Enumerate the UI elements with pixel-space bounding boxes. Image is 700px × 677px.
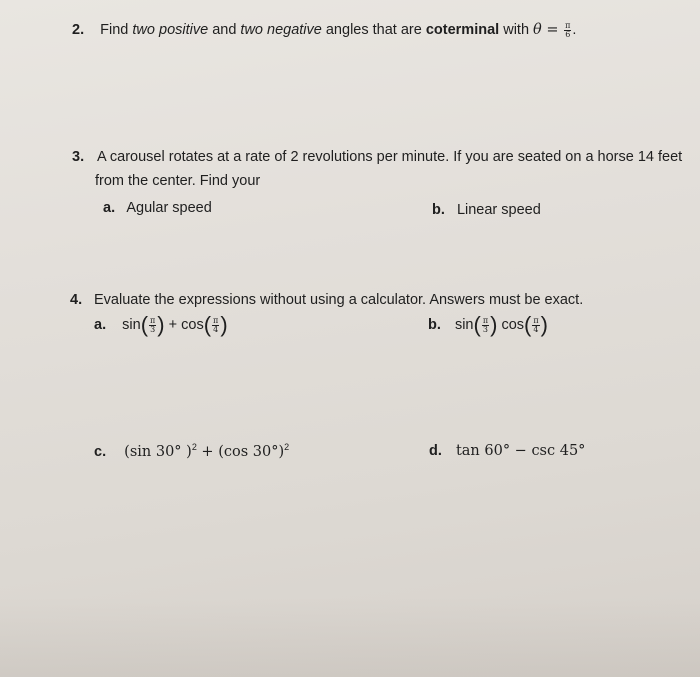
- question-2-text-a: Find: [100, 22, 133, 38]
- fraction-numerator: π: [213, 315, 219, 325]
- question-2: [72, 21, 576, 39]
- fraction-numerator: π: [482, 315, 489, 325]
- close-paren: ): [490, 312, 498, 337]
- question-4c-label: c.: [94, 444, 107, 460]
- question-3-line-1: A carousel rotates at a rate of 2 revolutions per minute. If you are seated on a horse 14 feet: [97, 149, 683, 165]
- question-3a: [103, 199, 212, 217]
- question-2-text-e: angles that are: [321, 22, 426, 38]
- fraction-numerator: π: [150, 315, 156, 325]
- fraction-numerator: π: [533, 315, 539, 325]
- fraction-pi-over-3: [482, 317, 489, 334]
- question-4b: [428, 312, 548, 337]
- fraction-denominator: 3: [150, 324, 156, 334]
- question-4c: [94, 443, 289, 461]
- question-3-line-2: from the center. Find your: [95, 173, 261, 189]
- question-4b-label: b.: [428, 317, 441, 333]
- question-4d-expr: tan 60° − csc 45°: [455, 443, 586, 459]
- open-paren: (: [524, 312, 532, 337]
- question-4-number: 4.: [70, 292, 83, 308]
- question-2-text-c: and: [208, 22, 241, 38]
- question-2-emph-negative: two negative: [240, 22, 322, 38]
- question-2-text-g: with: [499, 22, 534, 38]
- question-2-theta: θ =: [533, 22, 564, 38]
- fraction-denominator: 6: [565, 29, 571, 39]
- question-4b-sin: sin: [454, 317, 474, 333]
- fraction-denominator: 3: [482, 324, 488, 334]
- question-2-fraction: [564, 22, 571, 39]
- question-4d-label: d.: [429, 443, 442, 459]
- question-4a-label: a.: [94, 317, 107, 333]
- question-3a-text: Agular speed: [126, 200, 212, 216]
- question-4b-cos: cos: [497, 317, 525, 333]
- question-4c-square-2: 2: [284, 442, 290, 452]
- close-paren: ): [220, 312, 228, 337]
- question-4a: [94, 312, 228, 337]
- fraction-numerator: π: [565, 20, 571, 30]
- question-2-emph-coterminal: coterminal: [425, 22, 500, 38]
- fraction-denominator: 4: [533, 324, 539, 334]
- open-paren: (: [473, 312, 481, 337]
- question-3b: [432, 201, 541, 219]
- close-paren: ): [157, 312, 165, 337]
- fraction-denominator: 4: [213, 324, 219, 334]
- question-4c-plus: + (cos 30°): [196, 444, 285, 460]
- fraction-pi-over-3: [149, 317, 156, 334]
- fraction-pi-over-4: [212, 317, 219, 334]
- question-3b-label: b.: [432, 202, 445, 218]
- close-paren: ): [540, 312, 548, 337]
- question-4c-expr: (sin 30° ): [124, 444, 192, 460]
- question-2-number: 2.: [72, 22, 85, 38]
- question-2-emph-positive: two positive: [132, 22, 209, 38]
- question-3a-label: a.: [103, 200, 116, 216]
- open-paren: (: [140, 312, 149, 337]
- question-4a-sin: sin: [122, 317, 141, 333]
- question-4a-plus-cos: + cos: [164, 317, 204, 333]
- question-3b-text: Linear speed: [456, 202, 541, 218]
- question-4-text: Evaluate the expressions without using a calculator. Answers must be exact.: [94, 292, 584, 308]
- question-4d: [429, 442, 585, 460]
- question-2-period: .: [572, 22, 577, 38]
- open-paren: (: [203, 312, 212, 337]
- question-3-number: 3.: [72, 149, 85, 165]
- question-4c-square-1: 2: [191, 442, 197, 452]
- fraction-pi-over-4: [532, 317, 539, 334]
